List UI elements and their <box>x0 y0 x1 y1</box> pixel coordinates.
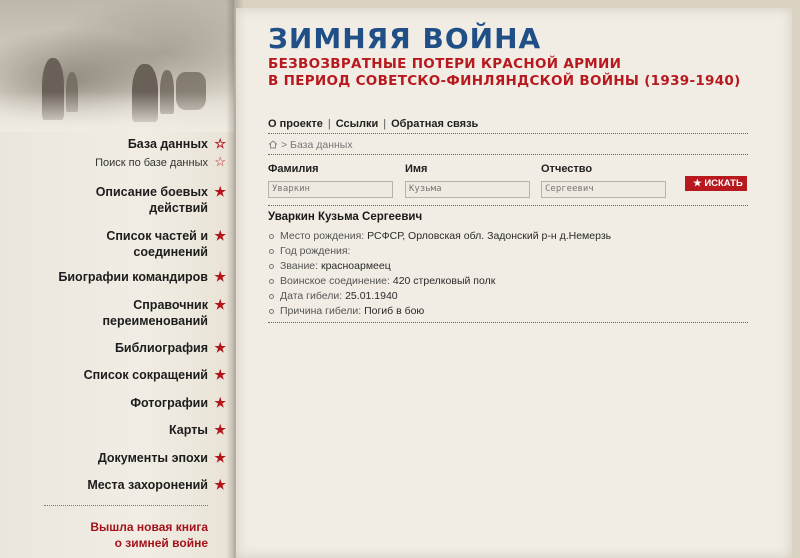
sidebar-item-label: Описание боевых <box>95 185 208 199</box>
sidebar-item-units[interactable] <box>106 228 226 260</box>
field-label: Воинское соединение: <box>280 275 390 287</box>
home-icon[interactable] <box>268 140 278 149</box>
star-icon: ★ <box>214 367 226 382</box>
sidebar-item-label: База данных <box>127 137 208 151</box>
surname-label: Фамилия <box>268 163 319 175</box>
sidebar-item-label: Фотографии <box>130 396 208 410</box>
field-label: Год рождения: <box>280 245 351 257</box>
star-icon: ★ <box>214 228 226 243</box>
divider <box>268 322 748 323</box>
site-subtitle: В ПЕРИОД СОВЕТСКО-ФИНЛЯНДСКОЙ ВОЙНЫ (1939-1940) <box>268 73 741 89</box>
record-field <box>268 304 748 319</box>
site-header <box>268 22 788 90</box>
new-book-line2: о зимней войне <box>114 536 208 550</box>
sidebar-item-db-search[interactable] <box>95 154 226 171</box>
sidebar-item-database[interactable] <box>127 136 226 152</box>
star-icon: ★ <box>214 340 226 355</box>
surname-input[interactable] <box>268 181 393 198</box>
about-link[interactable]: О проекте <box>268 118 323 130</box>
surname-field-group <box>268 163 393 198</box>
sidebar-item-label: Документы эпохи <box>97 451 208 465</box>
sidebar-item-label: Библиография <box>114 341 208 355</box>
sidebar-item-photos[interactable] <box>130 395 226 411</box>
field-value: РСФСР, Орловская обл. Задонский р-н д.Немерзь <box>367 230 612 242</box>
field-label: Причина гибели: <box>280 305 362 317</box>
breadcrumb <box>268 139 353 151</box>
search-form <box>268 163 748 199</box>
sidebar-item-label: Список сокращений <box>83 368 208 382</box>
divider <box>268 154 748 155</box>
name-field-group <box>405 163 530 198</box>
field-label: Звание: <box>280 260 319 272</box>
sidebar-item-burials[interactable] <box>87 477 226 493</box>
feedback-link[interactable]: Обратная связь <box>391 118 479 130</box>
patronymic-input[interactable] <box>541 181 666 198</box>
star-icon: ★ <box>214 422 226 437</box>
field-value: красноармеец <box>320 260 391 272</box>
name-label: Имя <box>405 163 428 175</box>
divider <box>268 205 748 206</box>
site-subtitle: БЕЗВОЗВРАТНЫЕ ПОТЕРИ КРАСНОЙ АРМИИ <box>268 56 622 72</box>
new-book-link[interactable] <box>90 519 208 551</box>
sidebar-item-abbreviations[interactable] <box>83 367 226 383</box>
star-outline-icon: ☆ <box>214 154 226 169</box>
star-icon: ★ <box>214 269 226 284</box>
record-name: Уваркин Кузьма Сергеевич <box>268 211 423 223</box>
new-book-line1: Вышла новая книга <box>90 520 208 534</box>
name-input[interactable] <box>405 181 530 198</box>
star-icon: ★ <box>214 395 226 410</box>
record-field <box>268 244 748 259</box>
divider <box>268 133 748 134</box>
links-link[interactable]: Ссылки <box>335 118 379 130</box>
search-button[interactable] <box>685 176 747 191</box>
sidebar-item-label: соединений <box>133 245 208 259</box>
patronymic-label: Отчество <box>541 163 593 175</box>
site-title[interactable]: ЗИМНЯЯ ВОЙНА <box>268 22 542 55</box>
field-label: Дата гибели: <box>280 290 343 302</box>
sidebar-item-bibliography[interactable] <box>114 340 226 356</box>
header-photo <box>0 0 234 132</box>
field-value: Погиб в бою <box>364 305 425 317</box>
sidebar-item-renaming[interactable] <box>102 297 226 329</box>
record-fields <box>268 229 748 319</box>
field-value: 420 стрелковый полк <box>392 275 496 287</box>
record-field <box>268 229 748 244</box>
sidebar-item-battles[interactable] <box>95 184 226 216</box>
record-field <box>268 274 748 289</box>
star-icon: ★ <box>214 297 226 312</box>
sidebar-item-label: Список частей и <box>106 229 208 243</box>
star-icon: ★ <box>214 477 226 492</box>
record-card <box>268 211 748 319</box>
star-icon: ★ <box>693 178 705 189</box>
sidebar-divider <box>44 505 208 506</box>
sidebar-item-biographies[interactable] <box>58 269 226 285</box>
main-content <box>236 8 792 558</box>
field-value: 25.01.1940 <box>345 290 398 302</box>
search-button-label: ИСКАТЬ <box>704 178 743 189</box>
sidebar-item-label: Карты <box>168 423 208 437</box>
sidebar-item-maps[interactable] <box>168 422 226 438</box>
sidebar <box>0 0 234 558</box>
sidebar-item-label: переименований <box>102 314 208 328</box>
sidebar-item-label: Справочник <box>133 298 208 312</box>
top-nav: О проекте | Ссылки | Обратная связь <box>268 118 479 130</box>
star-outline-icon: ☆ <box>214 136 226 151</box>
breadcrumb-current: > База данных <box>281 139 353 151</box>
sidebar-item-label: Места захоронений <box>87 478 208 492</box>
patronymic-field-group <box>541 163 666 198</box>
sidebar-item-documents[interactable] <box>97 450 226 466</box>
record-field <box>268 289 748 304</box>
star-icon: ★ <box>214 450 226 465</box>
star-icon: ★ <box>214 184 226 199</box>
sidebar-item-label: Биографии командиров <box>58 270 208 284</box>
record-field <box>268 259 748 274</box>
sidebar-item-label: действий <box>149 201 208 215</box>
field-label: Место рождения: <box>280 230 365 242</box>
sidebar-item-label: Поиск по базе данных <box>95 157 208 169</box>
